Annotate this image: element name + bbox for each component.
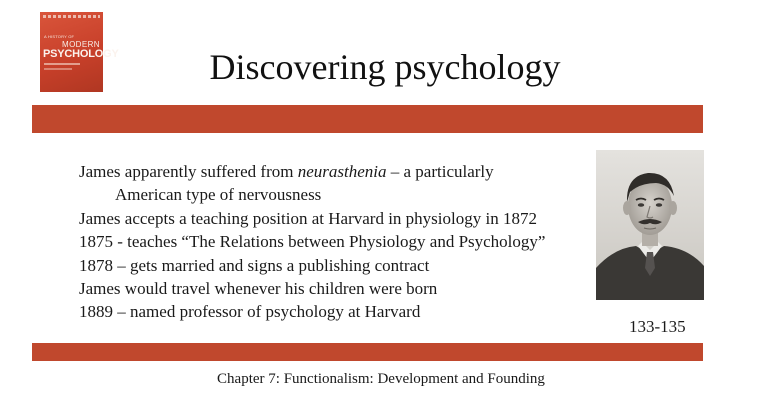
footer-accent-band bbox=[32, 343, 703, 361]
bullet-text: – a particularly bbox=[386, 162, 494, 181]
bullet-item: 1878 – gets married and signs a publishing contract bbox=[79, 255, 430, 275]
portrait-photo bbox=[596, 150, 704, 300]
page-reference: 133-135 bbox=[629, 317, 686, 336]
bullet-item bbox=[79, 160, 599, 183]
book-cover-decoration bbox=[44, 68, 72, 70]
bullet-text: James apparently suffered from bbox=[79, 162, 298, 181]
bullet-item-continuation: American type of nervousness bbox=[115, 185, 322, 205]
slide-footer: Chapter 7: Functionalism: Development and Founding bbox=[217, 371, 545, 387]
book-cover-title-word-psychology: PSYCHOLOGY bbox=[43, 48, 119, 60]
bullet-item: James accepts a teaching position at Harvard in physiology in 1872 bbox=[79, 208, 537, 228]
bullet-item: 1889 – named professor of psychology at Harvard bbox=[79, 302, 421, 322]
slide-title: Discovering psychology bbox=[209, 47, 561, 87]
title-accent-band bbox=[32, 105, 703, 133]
book-cover-decoration bbox=[44, 63, 80, 65]
book-cover-author-line bbox=[43, 15, 100, 18]
book-cover-series-text: A HISTORY OF bbox=[44, 34, 75, 39]
bullet-item: James would travel whenever his children were born bbox=[79, 279, 438, 299]
bullet-item: 1875 - teaches “The Relations between Physiology and Psychology” bbox=[79, 232, 546, 252]
book-cover-title-word-modern: MODERN bbox=[62, 40, 100, 49]
book-cover-thumbnail bbox=[40, 12, 119, 92]
bullet-list bbox=[79, 160, 599, 324]
emphasized-term: neurasthenia bbox=[297, 162, 387, 181]
